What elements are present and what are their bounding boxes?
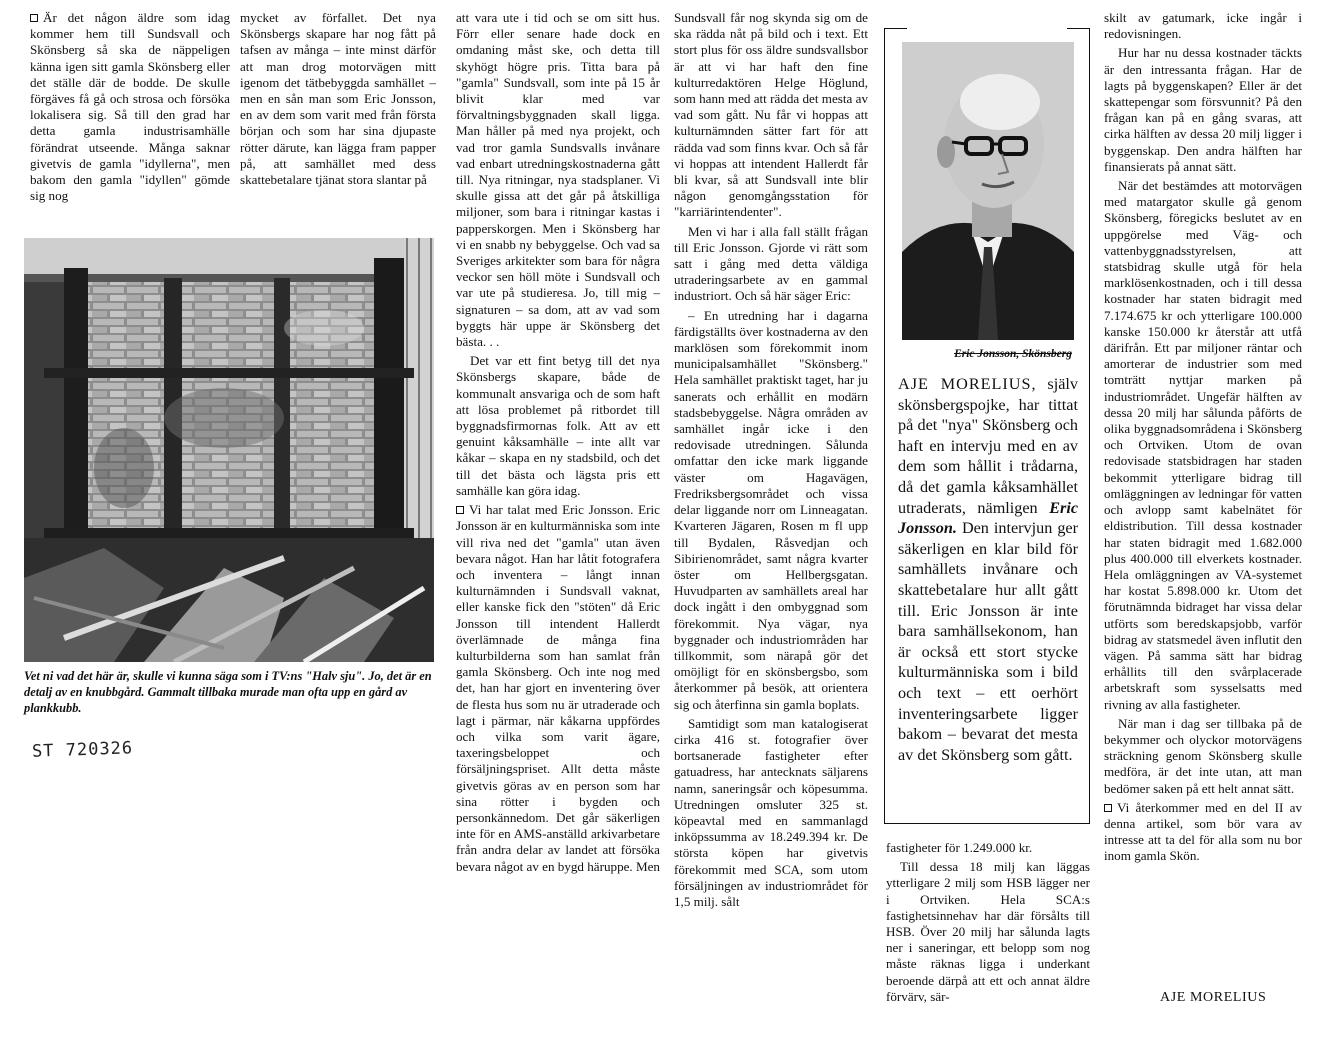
intro-byline: AJE MORELIUS, — [898, 375, 1037, 393]
photo-caption: Vet ni vad det här är, skulle vi kunna säga som i TV:ns "Halv sju". Jo, det är en detalj av en knubbgård. Gammalt tillbaka murade man ofta upp en gård av plankkubb. — [24, 669, 432, 715]
portrait-illustration — [902, 42, 1074, 340]
article-column-4 — [674, 10, 868, 1010]
eric-jonsson-portrait — [902, 42, 1074, 340]
section-box-icon — [456, 506, 464, 514]
paragraph: mycket av förfallet. Det nya Skönsbergs skapare har nog fått på tafsen av många – inte minst därför att man drog motorvägen mitt igenom det tätbebyggda samhället – men en sån man som Eric Jonsson, en av dem som varit med från första början och som har sina djupaste rötter därute, kan lägga fram papper på, att samhället med dess skattebetalare tjänat stora slantar på — [240, 10, 436, 188]
section-box-icon — [1104, 804, 1112, 812]
paragraph: Vi återkommer med en del II av denna artikel, som bör vara av intresse att ta del för alla som nu bor inom gamla Skön. — [1104, 799, 1302, 864]
article-column-3 — [456, 10, 660, 1010]
intro-text-after: Den intervjun ger säkerligen en klar bild för samhällets invånare och skattebetalare hur allt gått till. Eric Jonsson är inte bara samhällsekonom, han är också ett stort stycke kulturmänniska som i bild och text – ett oerhört inventeringsarbete ligger bakom – bevarat det mesta av det Skönsberg som gått. — [898, 519, 1078, 764]
intro-text — [898, 374, 1078, 765]
wall-photo-illustration — [24, 238, 434, 662]
section-box-icon — [30, 14, 38, 22]
article-column-5 — [886, 840, 1090, 1040]
portrait-caption: Eric Jonsson, Skönsberg — [954, 348, 1072, 360]
paragraph: Vi har talat med Eric Jonsson. Eric Jonsson är en kulturmänniska som inte vill riva ned det "gamla" utan även bevara något. Han har låtit fotografera och inventera – långt innan kulturnämnden i Sundsvall vaknat, eller kanske fick den "stöten" då Eric Jonsson till intendent Hallerdt överlämnade de många fina kulturbilderna som han samlat från gamla Skönsberg. Och inte nog med det, han har gjort en inventering över de flesta hus som nu är utraderade och lagt i pärmar, när kåkarna uppfördes och vilka som varit ägare, taxeringsbeloppet och försäljningspriset. Allt detta måste givetvis göras av en person som har sina rötter i bygden och personkännedom. Det går säkerligen inte för en AMS-anställd arkivarbetare från andra delar av landet att försöka bevara något av en bygd häruppe. Men — [456, 502, 660, 874]
paragraph: – En utredning har i dagarna färdigställts över kostnaderna av den marklösen som förekommit inom municipalsamhället "Skönsberg." Hela samhället praktiskt taget, har ju sanerats och erhållit en modärn stadsbebyggelse. Några områden av samhället ingår icke i den redovisade utredningen. Sålunda omfattar den icke mark liggande väster om Hagavägen, Fredriksbergsområdet och vissa delar liggande norr om Linneagatan. Kvarteren Jägaren, Rosen m fl upp till Bydalen, Råsvedjan och Sibirienområdet, samt några kvarter öster om Hellbergsgatan. Huvudparten av samhällets areal har dock ingått i den ombyggnad som förekommit. Nya vägar, nya byggnader och industriområden har tillkommit, som närapå gör det omöjligt för en skönsbergsbo, som återkommer på besök, att orientera sig och återfinna sin gamla boplats. — [674, 307, 868, 712]
paragraph: att vara ute i tid och se om sitt hus. Förr eller senare hade dock en omdaning måst ske, och detta till skyhögt högre pris. Titta bara på "gamla" Sundsvall, som inte på 15 år blivit klar med var förvaltningsbyggnaden skall ligga. Man håller på med nya projekt, och vad tror gamla Sundsvalls invånare vad enbart utredningskostnaderna gått till. Nya ritningar, nya stadsplaner. Vi skulle gissa att det går på åtskilliga miljoner, som bara i ritningar kastas i papperskorgen. Men i Skönsberg har vi en snabb ny bebyggelse. Och vad sa Sveriges arkitekter som bara för några veckor sen höll möte i Sundsvall och var ute på studieresa. Jo, till mig – signaturen – sa dom, att av vad som byggts här uppe är Skönsberg det bästa. . . — [456, 10, 660, 350]
paragraph: Sundsvall får nog skynda sig om de ska rädda nåt på bild och i text. Ett stort plus för oss äldre sundsvallsbor är att vi har haft den fine kulturredaktören Helge Höglund, som hann med att rädda det mesta av vad som gått. Nu får vi hoppas att kulturnämnden sätter fart för att rädda vad som finns kvar. Och så får vi hoppas att intendent Hallerdt får bli kvar, så att Sundsvall inte blir någon genomgångsstation för "karriärintendenter". — [674, 10, 868, 220]
paragraph: Men vi har i alla fall ställt frågan till Eric Jonsson. Gjorde vi rätt som satt i gång med detta väldiga utraderingsarbete av en gammal industriort. Och så här säger Eric: — [674, 223, 868, 304]
paragraph: skilt av gatumark, icke ingår i redovisningen. — [1104, 10, 1302, 42]
handwritten-archive-note: ST 720326 — [31, 738, 134, 762]
intro-name: Eric Jonsson. — [898, 498, 1078, 538]
paragraph: Till dessa 18 milj kan läggas ytterligare 2 milj som HSB lägger ner i Ortviken. Hela SCA:s fastighetsinnehav har där försålts till HSB. Över 20 milj har sålunda lagts ner i saneringar, ett belopp som nog måste räknas ligga i underkant beroende därpå att ett och annat äldre förvärv, sär- — [886, 859, 1090, 1004]
paragraph: När det bestämdes att motorvägen med matargator skulle gå genom Skönsberg, föregicks beslutet av en uppgörelse med Väg- och vattenbyggnadsstyrelsen, att statsbidrag skulle utgå för hela marklösenkostnaden, och i till dessa kostnader har staten bidragit med 7.174.675 kr och ytterligare 100.000 kanske 150.000 kr återstår att utfå därifrån. Ett par miljoner räntar och amorterar de industrier som med tomträtt nyttjar marken på industriområdet. Ungefär hälften av dessa 20 milj har sålunda påförts de olika byggnadsområdena i Skönsberg och Ortviken. Utom de ovan redovisade statsbidragen har staden bekommit ytterligare bidrag till omläggningen av ledningar för vatten och avlopp samt kabelnätet för eldistribution. Till dessa kostnader har staten bidragit med 1.682.000 plus 400.000 till elverkets kostnader. Hela omläggningen av VA-systemet har kostat 5.898.000 kr. Utom det förutnämnda bidraget har vissa delar utförts som beredskapsjobb, varför bidrag av statsmedel även influtit den vägen. På samma sätt har bidrag erhållits till den svårplacerade arbetskraft som sysselsatts med rivning av alla fastigheter. — [1104, 178, 1302, 712]
article-column-2 — [240, 10, 436, 232]
article-column-1 — [30, 10, 230, 232]
paragraph: Är det någon äldre som idag kommer hem till Sundsvall och Skönsberg så ska de näppeligen känna igen sitt gamla Skönsberg eller det ställe där de bodde. De skulle förgäves få gå och strosa och försöka lokalisera sig. Så till den grad har detta gamla industrisamhälle förändrat utseende. Många saknar givetvis de gamla "idyllerna", men bakom den gamla "idyllen" gömde sig nog — [30, 10, 230, 204]
author-signature: AJE MORELIUS — [1160, 990, 1267, 1005]
paragraph: Samtidigt som man katalogiserat cirka 416 st. fotografier över bortsanerade fastigheter efter gatuadress, har antecknats säljarens namn, saneringsår och köpesumma. Utredningen omsluter 325 st. köpeavtal med en sammanlagd inköpssumma av 18.249.394 kr. De största köpen har givetvis förekommit med SCA, som utom försäljningen av industriområdet för 1,5 milj. sålt — [674, 715, 868, 909]
paragraph: Hur har nu dessa kostnader täckts är den intressanta frågan. Har de lagts på byggenskapen? Eller är det skattepengar som försvunnit? På den frågan kan på en gång svaras, att cirka hälften av dessa 20 milj ligger i byggenskap. Den andra hälften har finansierats på annat sätt. — [1104, 45, 1302, 174]
article-column-6 — [1104, 10, 1302, 986]
paragraph: När man i dag ser tillbaka på de bekymmer och olyckor motorvägens sträckning genom Skönsberg skulle medföra, är det inte utan, att man bedömer saken på ett helt annat sätt. — [1104, 715, 1302, 796]
paragraph: fastigheter för 1.249.000 kr. — [886, 840, 1033, 855]
intro-text-before: själv skönsbergspojke, har tittat på det "nya" Skönsberg och haft en intervju med en av dem som hållit i trådarna, då det gamla kåksamhället utraderats, nämligen — [898, 375, 1078, 517]
knubbgard-wall-photo — [24, 238, 434, 662]
paragraph: Det var ett fint betyg till det nya Skönsbergs skapare, både de kommunalt ansvariga och de som haft att lösa problemet på ritbordet till byggnadsfirmornas folk. Att av ett genuint kåksamhälle – inte allt var kåkar – skapa en ny stadsbild, och det till det bästa och lägsta pris ett samhälle kan göra idag. — [456, 353, 660, 498]
